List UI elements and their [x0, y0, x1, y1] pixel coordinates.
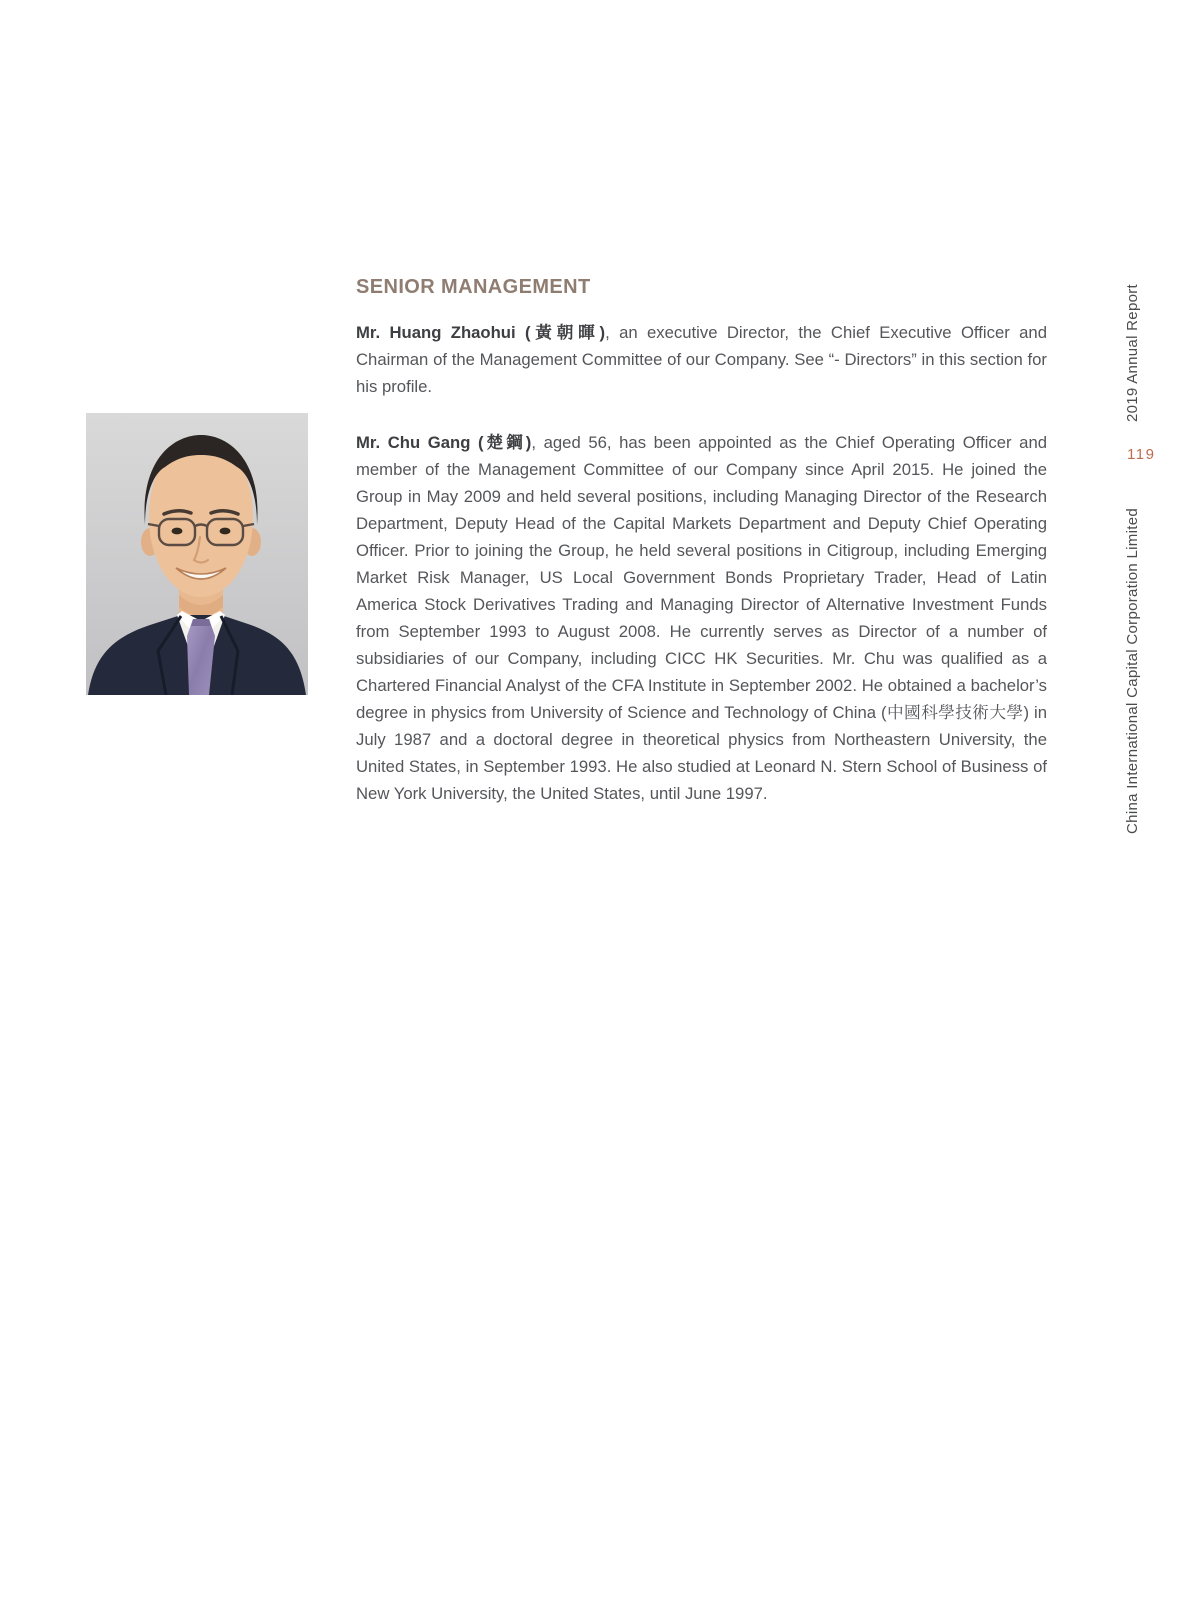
paragraph-chu-gang-text: , aged 56, has been appointed as the Chief Operating Officer and member of the Management Committee of our Company since April 2015. He joined the Group in May 2009 and held several positions, including Managing Director of the Research Department, Deputy Head of the Capital Markets Department and Deputy Chief Operating Officer. Prior to joining the Group, he held several positions in Citigroup, including Emerging Market Risk Manager, US Local Government Bonds Proprietary Trader, Head of Latin America Stock Derivatives Trading and Managing Director of Alternative Investment Funds from September 1993 to August 2008. He currently serves as Director of a number of subsidiaries of our Company, including CICC HK Securities. Mr. Chu was qualified as a Chartered Financial Analyst of the CFA Institute in September 2002. He obtained a bachelor’s degree in physics from University of Science and Technology of China (中國科學技術大學) in July 1987 and a doctoral degree in theoretical physics from Northeastern University, the United States, in September 1993. He also studied at Leonard N. Stern School of Business of New York University, the United States, until June 1997.	[356, 433, 1048, 803]
portrait-illustration	[86, 413, 308, 695]
main-content	[356, 276, 1047, 807]
portrait-photo	[86, 413, 308, 695]
paragraph-huang-zhaohui	[356, 319, 1047, 400]
person-name-huang-zhaohui: Mr. Huang Zhaohui (黃朝暉)	[356, 323, 606, 342]
person-name-chu-gang: Mr. Chu Gang (楚鋼)	[356, 433, 532, 452]
paragraph-huang-zhaohui-text: , an executive Director, the Chief Executive Officer and Chairman of the Management Committee of our Company. See “- Directors” in this section for his profile.	[356, 323, 1047, 396]
page-number: 119	[1127, 446, 1156, 463]
sidebar-company-name: China International Capital Corporation Limited	[1124, 508, 1141, 834]
section-title: SENIOR MANAGEMENT	[356, 276, 591, 298]
paragraph-chu-gang	[356, 429, 1047, 807]
sidebar-report-title: 2019 Annual Report	[1124, 284, 1141, 423]
